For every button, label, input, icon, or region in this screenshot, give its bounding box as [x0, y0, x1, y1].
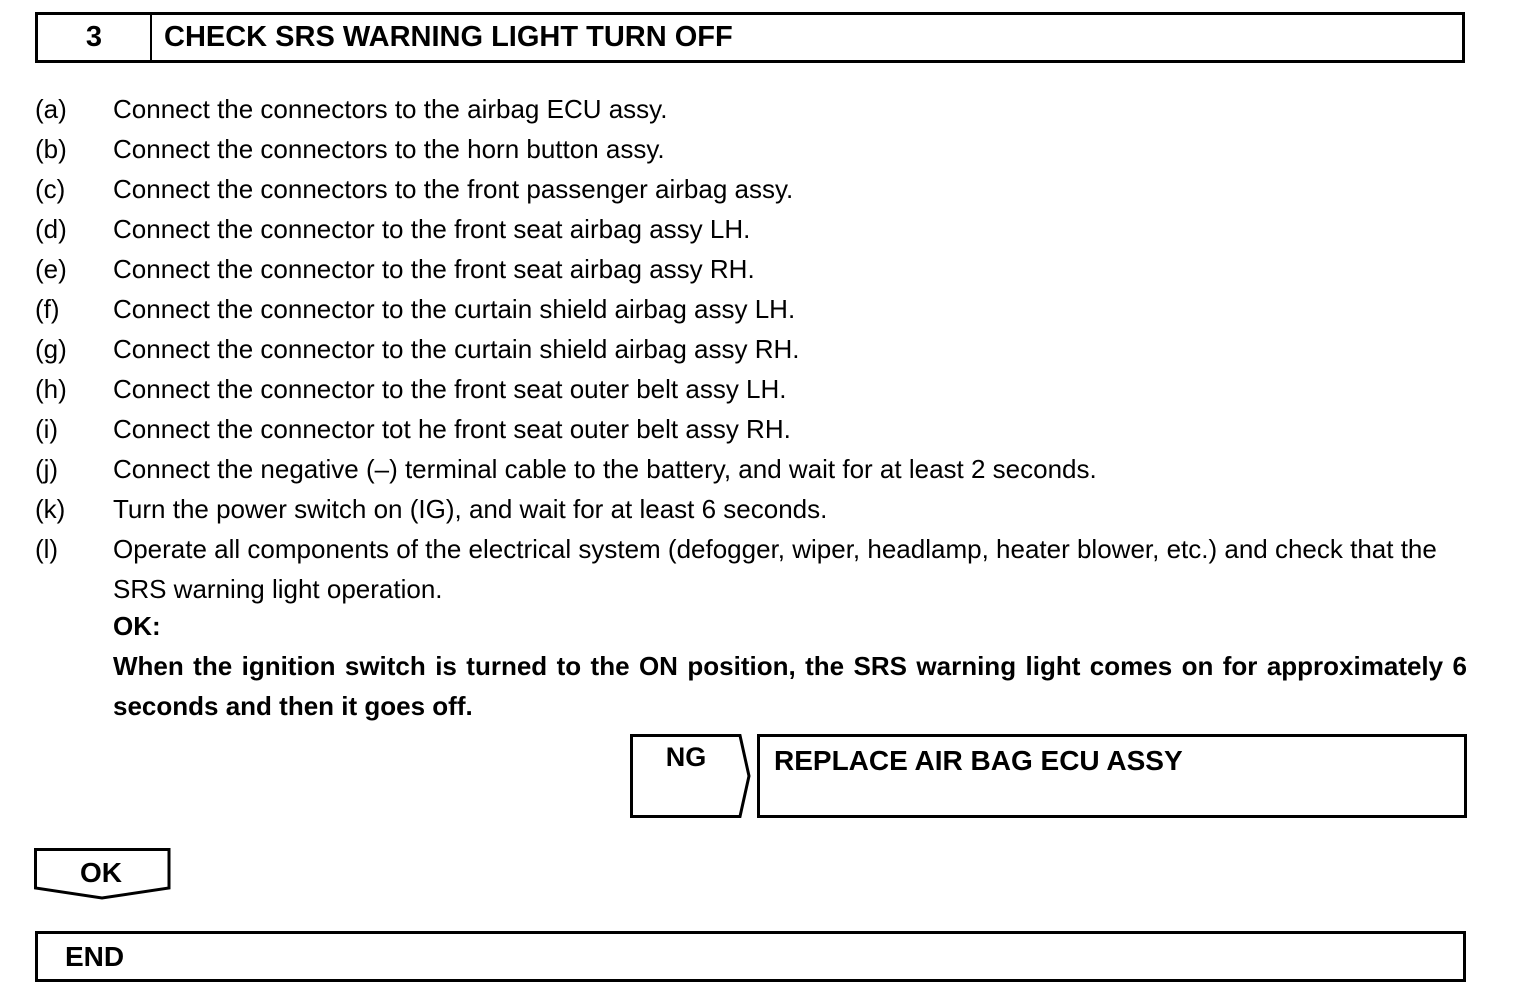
instruction-text: Connect the connectors to the front passenger airbag assy. [113, 174, 794, 204]
ng-label: NG [665, 742, 707, 772]
instruction-letter: (i) [35, 414, 59, 444]
instruction-text: Operate all components of the electrical system (defogger, wiper, headlamp, heater blower, etc.) and check that the SRS warning light operation. [113, 534, 1437, 604]
end-label: END [65, 941, 125, 972]
step-number: 3 [38, 15, 152, 60]
instruction-letter: (k) [35, 494, 66, 524]
instruction-letter: (b) [35, 134, 67, 164]
instruction-text: Turn the power switch on (IG), and wait for at least 6 seconds. [113, 494, 828, 524]
instruction-text: Connect the connectors to the airbag ECU assy. [113, 94, 668, 124]
instruction-item [35, 449, 1467, 489]
instruction-text: Connect the connector to the front seat airbag assy RH. [113, 254, 755, 284]
instruction-text: Connect the connector to the curtain shield airbag assy LH. [113, 294, 796, 324]
instruction-text: Connect the connector to the front seat airbag assy LH. [113, 214, 751, 244]
instruction-letter: (e) [35, 254, 67, 284]
instruction-text: Connect the negative (–) terminal cable to the battery, and wait for at least 2 seconds. [113, 454, 1097, 484]
ok-spec-text: When the ignition switch is turned to the ON position, the SRS warning light comes on for approximately 6 seconds and then it goes off. [113, 651, 1467, 721]
ok-result-label: OK [80, 857, 122, 888]
instruction-letter: (c) [35, 174, 66, 204]
instruction-list [35, 89, 1467, 609]
instruction-item [35, 129, 1467, 169]
ng-action-box [757, 734, 1467, 818]
instruction-letter: (h) [35, 374, 67, 404]
step-title: CHECK SRS WARNING LIGHT TURN OFF [164, 21, 733, 53]
instruction-letter: (d) [35, 214, 67, 244]
instruction-item [35, 409, 1467, 449]
instruction-text: Connect the connector to the curtain shield airbag assy RH. [113, 334, 800, 364]
instruction-item [35, 329, 1467, 369]
ok-specification [113, 606, 1467, 726]
instruction-letter: (l) [35, 534, 59, 564]
instruction-letter: (j) [35, 454, 59, 484]
instruction-item [35, 89, 1467, 129]
instruction-letter: (f) [35, 294, 60, 324]
instruction-letter: (a) [35, 94, 67, 124]
instruction-text: Connect the connectors to the horn button assy. [113, 134, 665, 164]
instruction-text: Connect the connector to the front seat outer belt assy LH. [113, 374, 787, 404]
ng-result-tab [630, 734, 752, 818]
ok-spec-label: OK: [113, 611, 161, 641]
instruction-item [35, 369, 1467, 409]
ng-action-text: REPLACE AIR BAG ECU ASSY [774, 745, 1183, 776]
instruction-item [35, 289, 1467, 329]
instruction-text: Connect the connector tot he front seat outer belt assy RH. [113, 414, 791, 444]
instruction-item [35, 169, 1467, 209]
instruction-item [35, 249, 1467, 289]
step-header [35, 12, 1465, 63]
instruction-item [35, 529, 1467, 609]
instruction-letter: (g) [35, 334, 67, 364]
instruction-item [35, 489, 1467, 529]
instruction-item [35, 209, 1467, 249]
end-box [35, 931, 1466, 982]
ok-result-tab [34, 848, 172, 900]
